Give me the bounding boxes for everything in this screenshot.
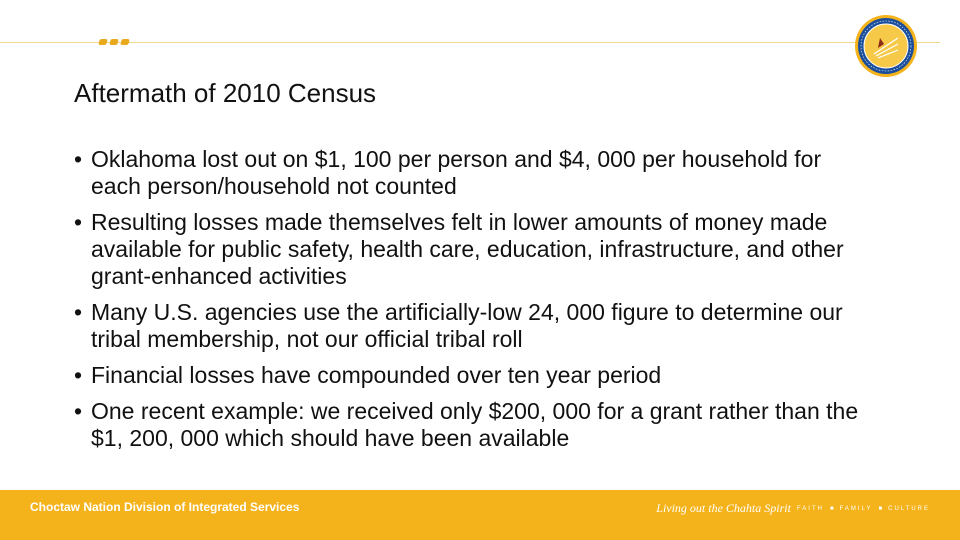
bullet-item	[74, 362, 874, 389]
footer-motto: Living out the Chahta Spirit	[656, 501, 791, 515]
footer-separator: ■	[878, 505, 883, 512]
footer-separator: ■	[829, 505, 834, 512]
footer-motto-group	[656, 501, 930, 516]
bullet-item	[74, 146, 874, 200]
bullet-marker: •	[74, 362, 83, 388]
choctaw-nation-seal-icon	[854, 14, 918, 78]
footer-value-culture: CULTURE	[888, 505, 930, 512]
bullet-text: Resulting losses made themselves felt in lower amounts of money made available for public safety, health care, education, infrastructure, and other grant-enhanced activities	[91, 209, 844, 289]
bullet-marker: •	[74, 299, 83, 325]
bullet-item	[74, 299, 874, 353]
bullet-marker: •	[74, 398, 83, 424]
footer-bar	[0, 490, 960, 540]
bullet-item	[74, 398, 874, 452]
bullet-text: Financial losses have compounded over ten year period	[91, 362, 662, 388]
bullet-text: One recent example: we received only $200, 000 for a grant rather than the $1, 200, 000 which should have been available	[91, 398, 859, 451]
footer-organization: Choctaw Nation Division of Integrated Services	[30, 500, 300, 514]
bullet-item	[74, 209, 874, 290]
bullet-text: Oklahoma lost out on $1, 100 per person and $4, 000 per household for each person/household not counted	[91, 146, 822, 199]
header-dots-decoration	[99, 39, 129, 47]
bullet-list	[74, 146, 874, 461]
header-rule	[0, 42, 940, 43]
footer-value-faith: FAITH	[796, 505, 824, 512]
bullet-marker: •	[74, 146, 83, 172]
bullet-marker: •	[74, 209, 83, 235]
footer-value-family: FAMILY	[839, 505, 873, 512]
bullet-text: Many U.S. agencies use the artificially-low 24, 000 figure to determine our tribal membership, not our official tribal roll	[91, 299, 843, 352]
slide-title: Aftermath of 2010 Census	[74, 78, 377, 108]
